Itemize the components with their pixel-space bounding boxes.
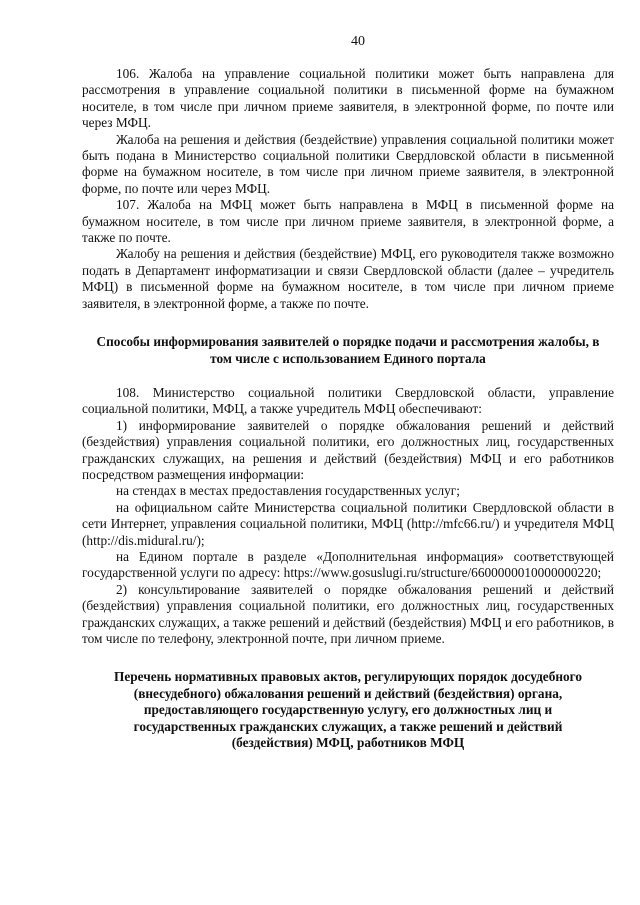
paragraph-item-2: 2) консультирование заявителей о порядке обжалования решений и действий (бездействия) управления социальной политики, его должностных лиц, государственных гражданских служащих, а также решений и действий (бездействия) МФЦ и его работников, в том числе по телефону, электронной почте, при личном приеме. <box>82 581 614 646</box>
paragraph-complaint-ministry: Жалоба на решения и действия (бездействие) управления социальной политики может быть подана в Министерство социальной политики Свердловской области в письменной форме на бумажном носителе, в том числе при личном приеме заявителя, в электронной форме, по почте или через МФЦ. <box>82 131 614 196</box>
spacer <box>82 367 614 385</box>
page-number: 40 <box>351 34 365 49</box>
section-heading-informing: Способы информирования заявителей о порядке подачи и рассмотрения жалобы, в том числе с использованием Единого портала <box>96 334 600 366</box>
spacer <box>82 647 614 669</box>
paragraph-official-site: на официальном сайте Министерства социальной политики Свердловской области в сети Интернет, управления социальной политики, МФЦ (http://mfc66.ru/) и учредителя МФЦ (http://dis.midural.ru/); <box>82 499 614 548</box>
paragraph-complaint-mfc-head: Жалобу на решения и действия (бездействие) МФЦ, его руководителя также возможно подать в Департамент информатизации и связи Свердловской области (далее – учредитель МФЦ) в письменной форме на бумажном носителе, в том числе при личном приеме заявителя, в электронной форме, а также по почте. <box>82 246 614 311</box>
paragraph-107: 107. Жалоба на МФЦ может быть направлена в МФЦ в письменной форме на бумажном носителе, в том числе при личном приеме заявителя, в электронной форме, а также по почте. <box>82 197 614 246</box>
paragraph-stands: на стендах в местах предоставления государственных услуг; <box>116 483 460 499</box>
spacer <box>82 312 614 334</box>
paragraph-item-1: 1) информирование заявителей о порядке обжалования решений и действий (бездействия) управления социальной политики, его должностных лиц, государственных гражданских служащих, на решения и действий (бездействия) МФЦ и его работников посредством размещения информации: <box>82 417 614 482</box>
paragraph-unified-portal: на Едином портале в разделе «Дополнительная информация» соответствующей государственной услуги по адресу: https://www.gosuslugi.ru/structure/6600000010000000220; <box>82 548 614 581</box>
paragraph-108: 108. Министерство социальной политики Свердловской области, управление социальной политики, МФЦ, а также учредитель МФЦ обеспечивают: <box>82 384 614 417</box>
section-heading-legal-acts: Перечень нормативных правовых актов, регулирующих порядок досудебного (внесудебного) обжалования решений и действий (бездействия) органа, предоставляющего государственную услугу, его должностных лиц и государственных гражданских служащих, а также решений и действий (бездействия) МФЦ, работников МФЦ <box>113 669 583 751</box>
paragraph-106: 106. Жалоба на управление социальной политики может быть направлена для рассмотрения в управление социальной политики в письменной форме на бумажном носителе, в том числе при личном приеме заявителя, в электронной форме, по почте или через МФЦ. <box>82 66 614 131</box>
